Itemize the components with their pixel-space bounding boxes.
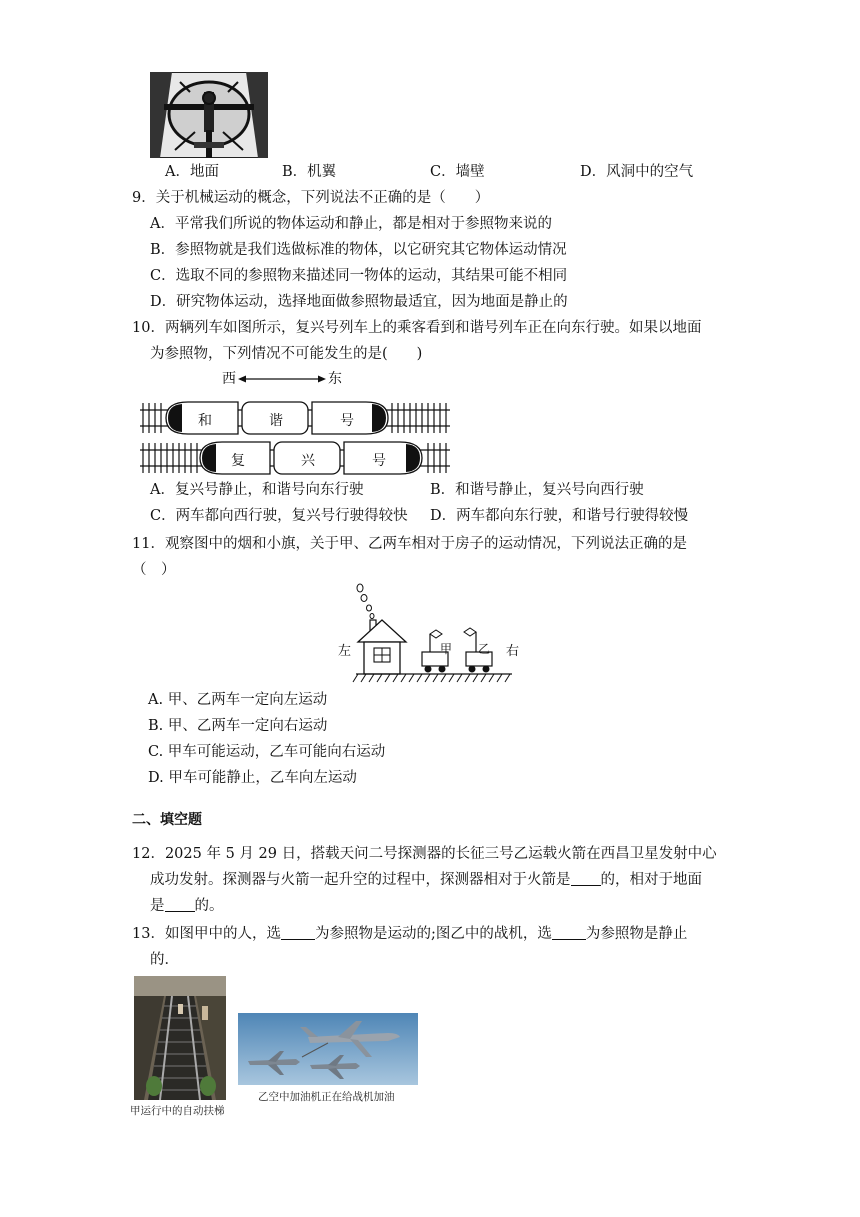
q9-option-b: B．参照物就是我们选做标准的物体，以它研究其它物体运动情况: [150, 242, 567, 258]
q12-line2-text-a: 成功发射。探测器与火箭一起升空的过程中，探测器相对于火箭是: [150, 872, 571, 888]
label-car-jia: 甲: [440, 642, 453, 656]
q10-option-a: A．复兴号静止，和谐号向东行驶: [150, 482, 364, 498]
q11-stem-line2: （ ）: [132, 562, 176, 578]
q13-line1-text-c: 为参照物是静止: [585, 926, 688, 942]
q8-option-b: B．机翼: [282, 164, 337, 180]
q9-stem: 9．关于机械运动的概念，下列说法不正确的是（ ）: [132, 190, 490, 206]
q13-line1-text-a: 13．如图甲中的人，选: [132, 926, 281, 942]
q12-line3-text-b: 的。: [194, 898, 224, 914]
train2-car3-label: 号: [372, 453, 386, 469]
q11-option-c: C. 甲车可能运动，乙车可能向右运动: [148, 744, 386, 760]
train1-car1-label: 和: [198, 413, 212, 429]
q13-blank-2[interactable]: [552, 925, 586, 940]
caption-refueling: 乙空中加油机正在给战机加油: [258, 1091, 395, 1103]
q11-option-b: B. 甲、乙两车一定向右运动: [148, 718, 328, 734]
label-left: 左: [338, 644, 352, 659]
q12-line2: [150, 870, 702, 890]
caption-escalator: 甲运行中的自动扶梯: [130, 1105, 225, 1117]
q13-blank-1[interactable]: [281, 925, 315, 940]
q9-option-a: A．平常我们所说的物体运动和静止，都是相对于参照物来说的: [150, 216, 552, 232]
train2-car2-label: 兴: [301, 453, 315, 469]
q10-stem-line2: 为参照物，下列情况不可能发生的是( ): [150, 346, 423, 362]
q13-line2: 的．: [150, 952, 179, 968]
q9-option-c: C．选取不同的参照物来描述同一物体的运动，其结果可能不相同: [150, 268, 568, 284]
q13-line1: [132, 924, 687, 944]
q8-option-a: A．地面: [165, 164, 219, 180]
q12-line3: [150, 896, 224, 916]
q12-line1: 12．2025 年 5 月 29 日，搭载天问二号探测器的长征三号乙运载火箭在西昌卫星发射中心: [132, 846, 717, 862]
wind-tunnel-image: [150, 72, 268, 158]
train1-car2-label: 谐: [269, 413, 283, 429]
escalator-photo: [134, 976, 226, 1100]
q9-option-d: D．研究物体运动，选择地面做参照物最适宜，因为地面是静止的: [150, 294, 568, 310]
train1-car3-label: 号: [340, 413, 354, 429]
q11-stem-line1: 11．观察图中的烟和小旗，关于甲、乙两车相对于房子的运动情况，下列说法正确的是: [132, 536, 687, 552]
label-car-yi: 乙: [478, 642, 491, 656]
q8-option-d: D．风洞中的空气: [580, 164, 694, 180]
q13-line1-text-b: 为参照物是运动的;图乙中的战机，选: [314, 926, 552, 942]
train2-car1-label: 复: [231, 453, 245, 469]
q12-line3-text-a: 是: [150, 898, 165, 914]
direction-west: 西: [222, 371, 236, 387]
section-title-fill-in: 二、填空题: [132, 812, 202, 828]
direction-east: 东: [328, 371, 342, 387]
q12-blank-1[interactable]: [571, 871, 601, 886]
q11-option-d: D. 甲车可能静止，乙车向左运动: [148, 770, 357, 786]
q12-line2-text-b: 的，相对于地面: [600, 872, 702, 888]
q10-option-b: B．和谐号静止，复兴号向西行驶: [430, 482, 644, 498]
q10-stem-line1: 10．两辆列车如图所示，复兴号列车上的乘客看到和谐号列车正在向东行驶。如果以地面: [132, 320, 702, 336]
house-cars-figure: [336, 582, 526, 686]
refueling-photo: [238, 1013, 418, 1085]
q10-option-d: D．两车都向东行驶，和谐号行驶得较慢: [430, 508, 689, 524]
trains-figure: [138, 368, 450, 476]
label-right: 右: [506, 644, 520, 659]
q11-option-a: A. 甲、乙两车一定向左运动: [148, 692, 328, 708]
q12-blank-2[interactable]: [165, 897, 195, 912]
q10-option-c: C．两车都向西行驶，复兴号行驶得较快: [150, 508, 408, 524]
q8-option-c: C．墙壁: [430, 164, 485, 180]
